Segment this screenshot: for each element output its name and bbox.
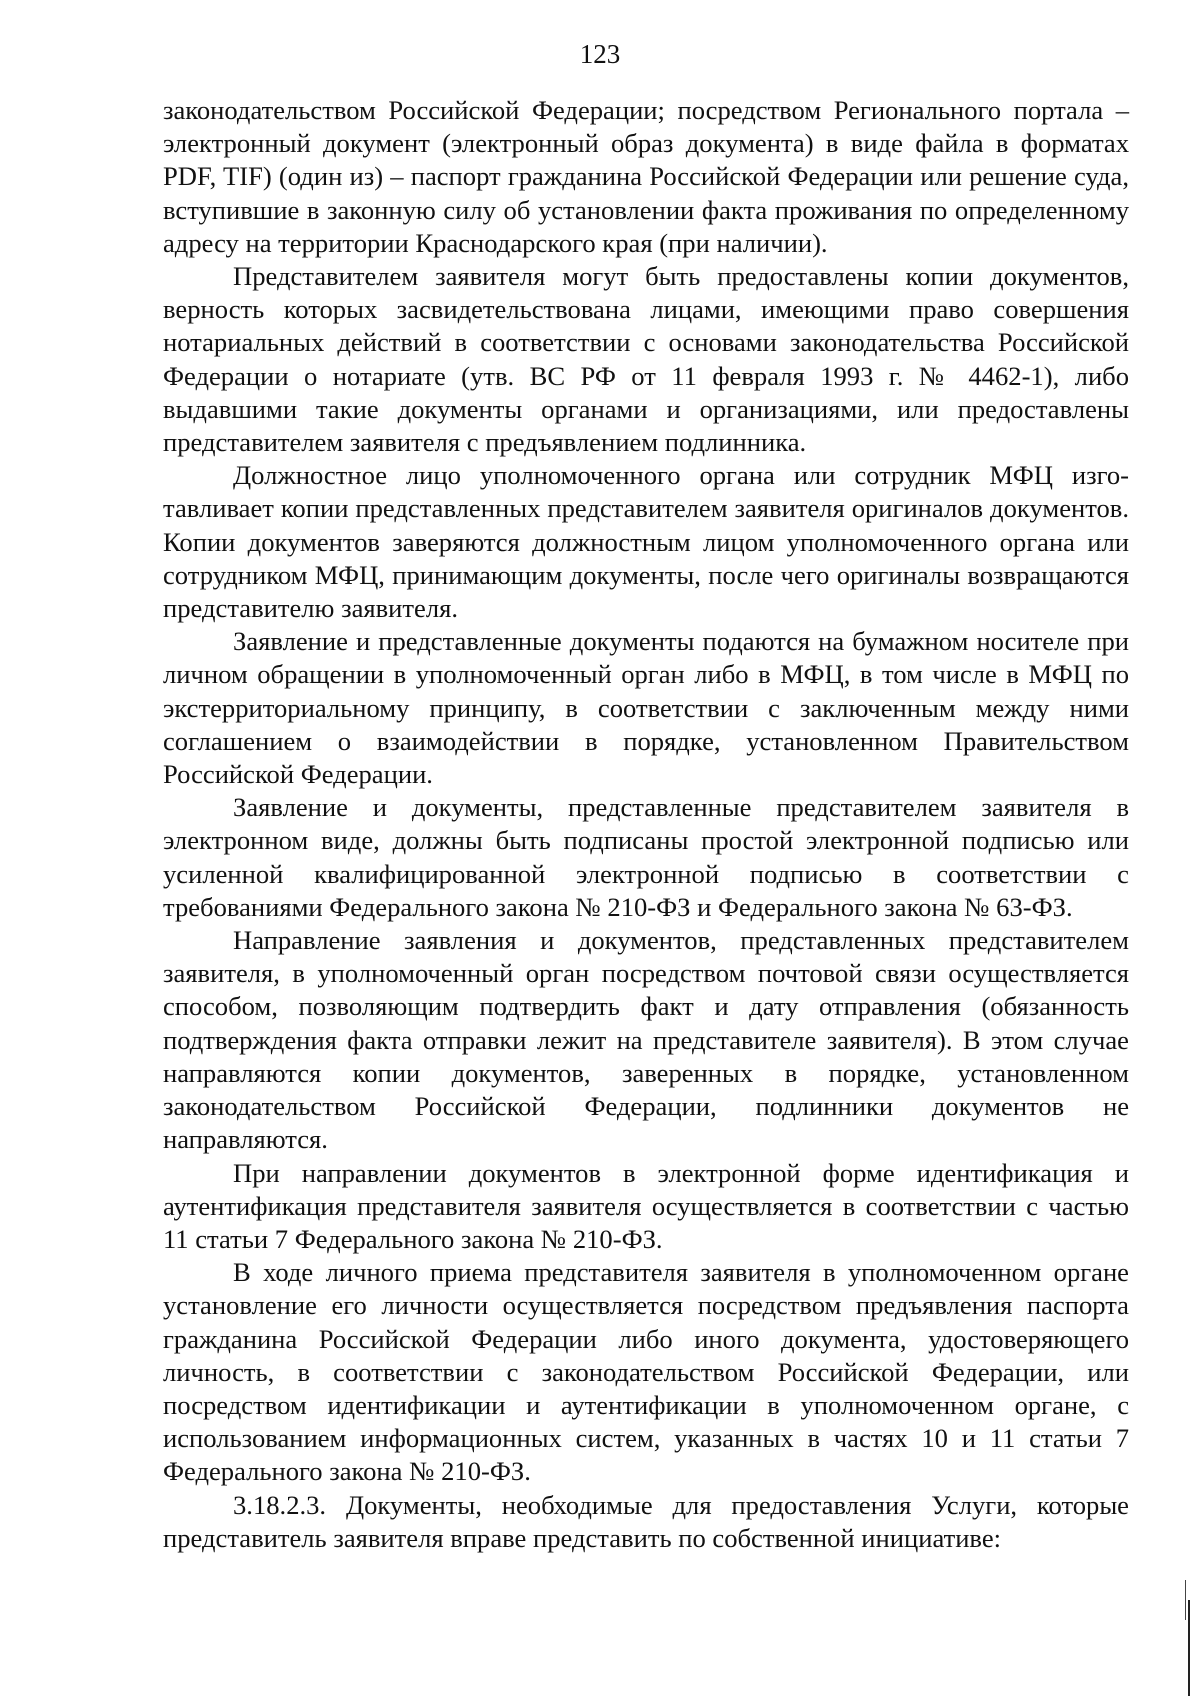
scan-edge-mark [1188, 1600, 1190, 1696]
paragraph: Должностное лицо уполномоченного органа или сотрудник МФЦ изготавливает копии представленных представителем заявителя оригиналов документов. Копии документов заверяются должностным лицом уполномоченного органа или сотрудником МФЦ, принимающим документы, после чего оригиналы возвращаются представителю заявителя. [163, 460, 1129, 624]
paragraph: Заявление и документы, представленные представителем заявителя в электронном виде, должны быть подписаны простой электронной подписью или усиленной квалифицированной электронной подписью в соответствии с требованиями Федерального закона № 210-ФЗ и Федерального закона № 63-ФЗ. [163, 792, 1129, 922]
paragraph: При направлении документов в электронной форме идентификация и аутентификация представителя заявителя осуществляется в соответствии с частью 11 статьи 7 Федерального закона № 210-ФЗ. [163, 1157, 1129, 1254]
paragraph: законодательством Российской Федерации; посредством Регионального портала – электронный документ (электронный образ документа) в виде файла в форматах PDF, TIF) (один из) – паспорт гражданина Российской Федерации или решение суда, вступившие в законную силу об установлении факта проживания по определенному адресу на территории Краснодарского края (при наличии). [163, 95, 1129, 258]
paragraph: Представителем заявителя могут быть предоставлены копии документов, верность которых засвидетельствована лицами, имеющими право совершения нотариальных действий в соответствии с основами законодательства Российской Федерации о нотариате (утв. ВС РФ от 11 февраля 1993 г. № 4462-1), либо выдавшими такие документы органами и организациями, или предоставлены представителем заявителя с предъявлением подлинника. [163, 261, 1129, 458]
page-number: 123 [579, 39, 621, 69]
scan-edge-mark [1185, 1580, 1186, 1620]
paragraph: 3.18.2.3. Документы, необходимые для предоставления Услуги, которые представитель заявителя вправе представить по собственной инициативе: [163, 1489, 1129, 1553]
document-body [163, 94, 1129, 1555]
paragraph: В ходе личного приема представителя заявителя в уполномоченном органе установление его личности осуществляется посредством предъявления паспорта гражданина Российской Федерации либо иного документа, удостоверяющего личность, в соответствии с законодательством Российской Федерации, или посредством идентификации и аутентификации в уполномоченном органе, с использованием информационных систем, указанных в частях 10 и 11 статьи 7 Федерального закона № 210-ФЗ. [163, 1257, 1129, 1487]
paragraph: Заявление и представленные документы подаются на бумажном носителе при личном обращении в уполномоченный орган либо в МФЦ, в том числе в МФЦ по экстерриториальному принципу, в соответствии с заключенным между ними соглашением о взаимодействии в порядке, установленном Правительством Российской Федерации. [163, 626, 1129, 790]
paragraph: Направление заявления и документов, представленных представителем заявителя, в уполномоченный орган посредством почтовой связи осуществляется способом, позволяющим подтвердить факт и дату отправления (обязанность подтверждения факта отправки лежит на представителе заявителя). В этом случае направляются копии документов, заверенных в порядке, установленном законодательством Российской Федерации, подлинники документов не направляются. [163, 925, 1129, 1155]
